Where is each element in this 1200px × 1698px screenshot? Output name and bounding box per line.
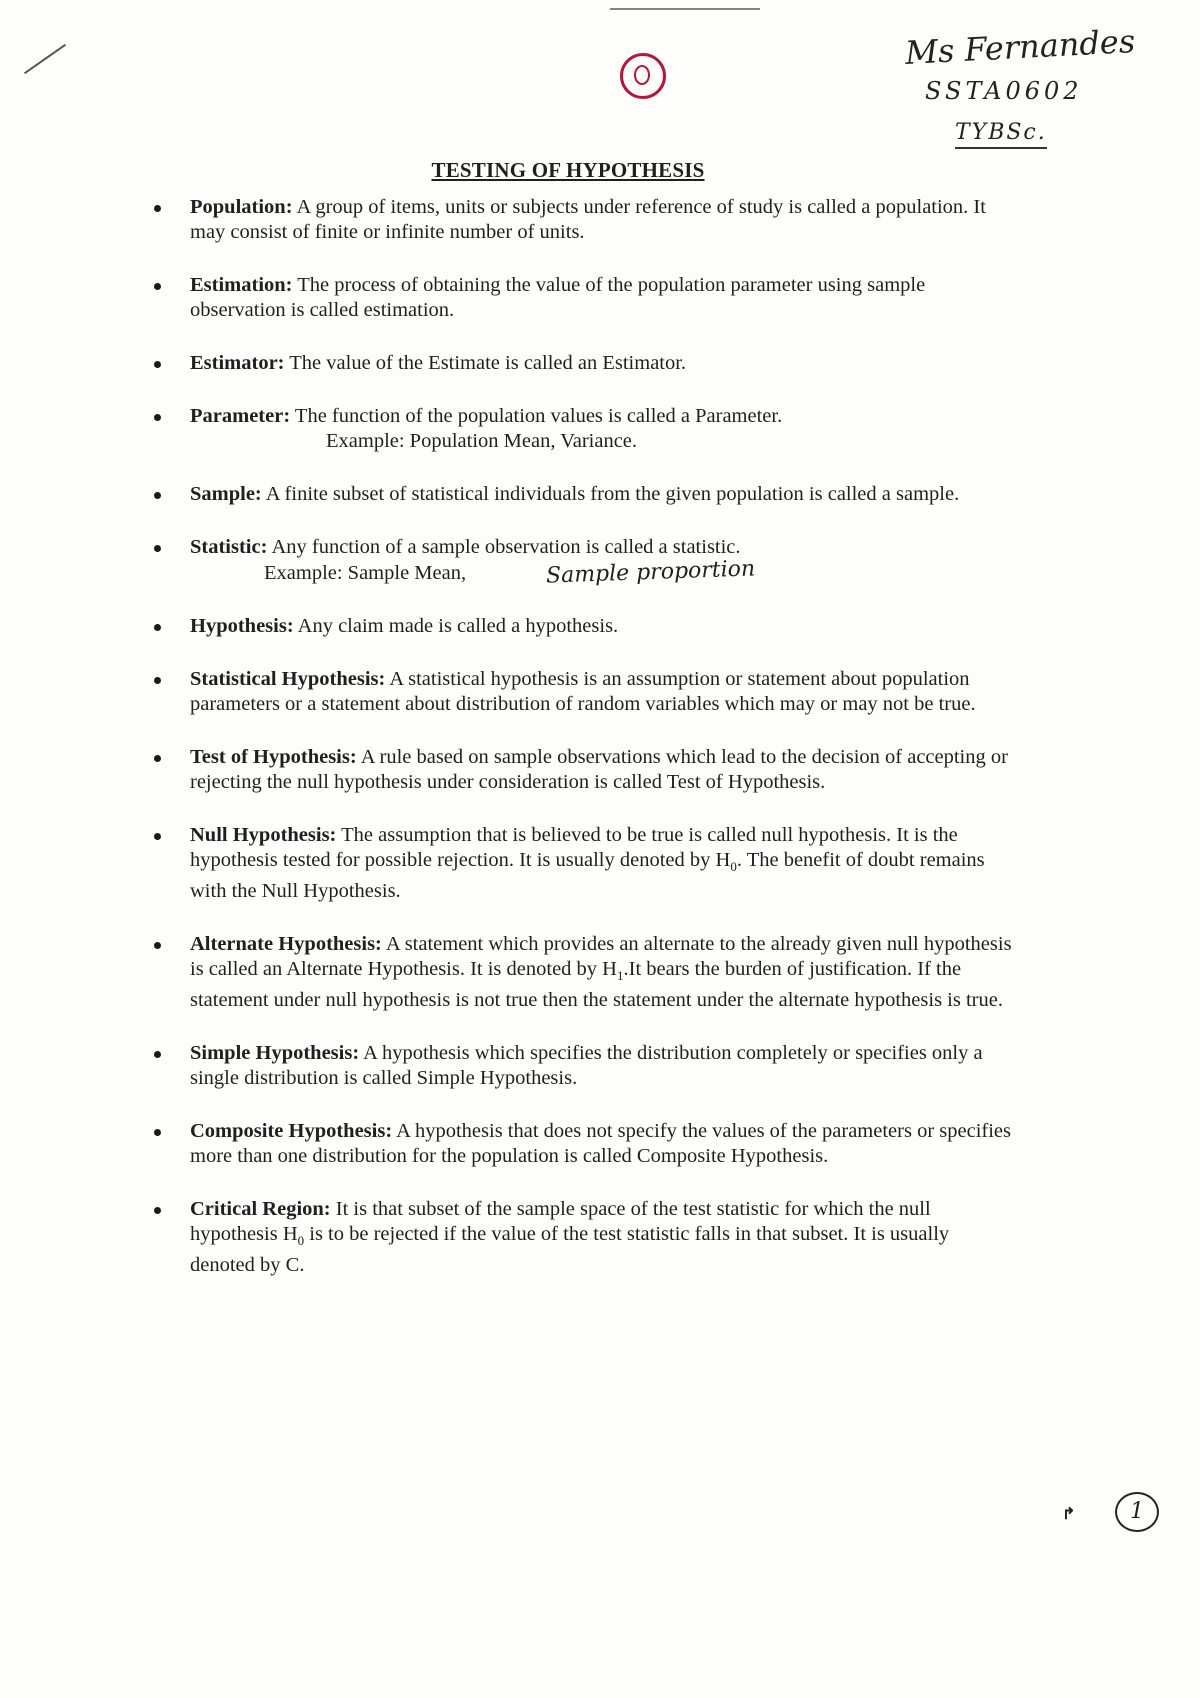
term-name: Null Hypothesis: [190, 824, 337, 846]
term-definition: A statistical hypothesis is an assumption or statement about population parameters or a statement about distribution of random variables which may or may not be true. [190, 668, 976, 715]
bullet-icon [154, 1207, 161, 1214]
top-scribble [610, 0, 760, 10]
bullet-icon [154, 414, 161, 421]
list-item-hypothesis [148, 614, 1018, 639]
bullet-icon [154, 624, 161, 631]
handwritten-annotation: Sample proportion [545, 556, 756, 589]
term-name: Test of Hypothesis: [190, 746, 357, 768]
bullet-icon [154, 942, 161, 949]
term-definition: The value of the Estimate is called an Estimator. [289, 352, 687, 374]
term-definition: A rule based on sample observations which lead to the decision of accepting or rejecting the null hypothesis under consideration is called Test of Hypothesis. [190, 746, 1008, 793]
bullet-icon [154, 361, 161, 368]
corner-mark-icon: ↱ [1062, 1506, 1076, 1523]
term-definition: The function of the population values is called a Parameter. [294, 405, 783, 427]
bullet-icon [154, 1051, 161, 1058]
list-item-statistical-hypothesis [148, 667, 1018, 717]
term-name: Population: [190, 196, 293, 218]
term-name: Estimation: [190, 274, 293, 296]
term-definition-part-b: . The benefit of doubt remains with the Null Hypothesis. [190, 849, 985, 903]
term-name: Parameter: [190, 405, 291, 427]
list-item-sample [148, 482, 1018, 507]
term-name: Hypothesis: [190, 615, 294, 637]
pen-stroke [24, 44, 66, 74]
term-name: Estimator: [190, 352, 285, 374]
term-name: Alternate Hypothesis: [190, 933, 382, 956]
term-definition: A hypothesis which specifies the distribution completely or specifies only a single distribution is called Simple Hypothesis. [190, 1042, 983, 1090]
term-example [190, 556, 1018, 589]
list-item-parameter [148, 404, 1018, 454]
term-name: Composite Hypothesis: [190, 1120, 393, 1143]
list-item-simple-hypothesis [148, 1041, 1018, 1091]
term-definition-part-a: It is that subset of the sample space of the test statistic for which the null hypothesis H [190, 1198, 931, 1246]
term-name: Statistical Hypothesis: [190, 668, 386, 690]
bullet-icon [154, 1129, 161, 1136]
term-definition: Any claim made is called a hypothesis. [297, 615, 619, 637]
term-definition: Any function of a sample observation is called a statistic. [271, 536, 741, 558]
list-item-critical-region [148, 1197, 1018, 1278]
list-item-statistic [148, 535, 1018, 589]
subscript: 1 [617, 968, 624, 984]
term-definition: The process of obtaining the value of the population parameter using sample observation is called estimation. [190, 274, 926, 321]
term-definition-part-b: .It bears the burden of justification. If the statement under null hypothesis is not true then the statement under the alternate hypothesis is true. [190, 958, 1003, 1012]
class-name: TYBSc. [955, 120, 1047, 149]
example-text: Example: Sample Mean, [264, 562, 467, 584]
author-name: Ms Fernandes [904, 22, 1137, 72]
bullet-icon [154, 755, 161, 762]
term-definition: A group of items, units or subjects under reference of study is called a population. It may consist of finite or infinite number of units. [190, 196, 986, 243]
list-item-population [148, 195, 1018, 245]
bullet-icon [154, 492, 161, 499]
list-item-estimator [148, 351, 1018, 376]
course-code: SSTA0602 [925, 77, 1083, 105]
term-name: Sample: [190, 483, 262, 505]
term-example: Example: Population Mean, Variance. [326, 430, 638, 452]
term-name: Critical Region: [190, 1198, 331, 1221]
term-name: Statistic: [190, 536, 268, 558]
list-item-null-hypothesis [148, 823, 1018, 904]
bullet-icon [154, 283, 161, 290]
subscript: 0 [297, 1233, 305, 1249]
list-item-alternate-hypothesis [148, 932, 1018, 1013]
term-definition: A hypothesis that does not specify the values of the parameters or specifies more than one distribution for the population is called Composite Hypothesis. [190, 1120, 1012, 1168]
bullet-icon [154, 545, 161, 552]
list-item-test-of-hypothesis [148, 745, 1018, 795]
page-number: 1 [1115, 1492, 1159, 1532]
bullet-icon [154, 205, 161, 212]
term-definition-part-b: is to be rejected if the value of the test statistic falls in that subset. It is usually denoted by C. [190, 1223, 950, 1277]
term-definition-part-a: A statement which provides an alternate to the already given null hypothesis is called an Alternate Hypothesis. It is denoted by H [190, 933, 1012, 981]
bullet-icon [154, 833, 161, 840]
list-item-estimation [148, 273, 1018, 323]
bullet-icon [154, 677, 161, 684]
term-definition: A finite subset of statistical individuals from the given population is called a sample. [265, 483, 960, 505]
definitions-list [148, 195, 1018, 1306]
term-name: Simple Hypothesis: [190, 1042, 360, 1065]
term-definition-part-a: The assumption that is believed to be true is called null hypothesis. It is the hypothesis tested for possible rejection. It is usually denoted by H [190, 824, 958, 871]
subscript: 0 [730, 859, 737, 875]
list-item-composite-hypothesis [148, 1119, 1018, 1169]
page-title: TESTING OF HYPOTHESIS [431, 158, 705, 182]
circle-stamp-icon [620, 53, 666, 99]
